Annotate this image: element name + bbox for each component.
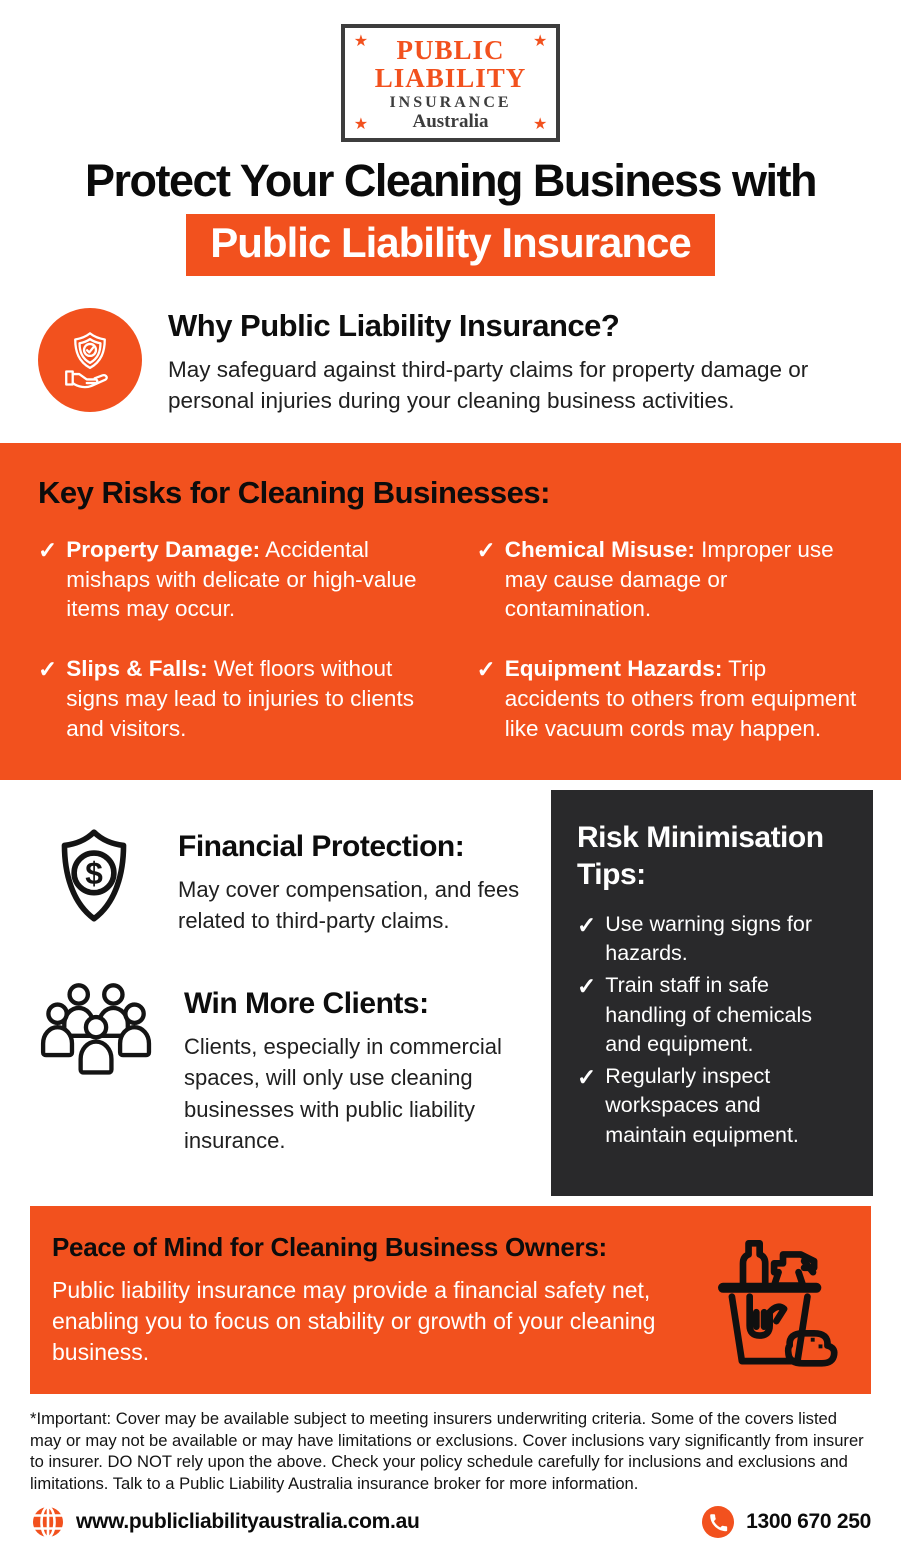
- why-body: May safeguard against third-party claims for property damage or personal injuries during your cleaning business activities.: [168, 356, 809, 414]
- star-icon: ★: [532, 33, 548, 50]
- risk-text: Wet floors without signs may lead to injuries to clients and visitors.: [66, 656, 414, 742]
- check-icon: ✓: [38, 656, 58, 683]
- people-group-icon: [38, 981, 156, 1088]
- phone-link[interactable]: [700, 1504, 871, 1540]
- tip-text: Use warning signs for hazards.: [605, 911, 813, 966]
- tip-item: [577, 971, 847, 1059]
- risk-tips-panel: [551, 790, 873, 1196]
- financial-body: May cover compensation, and fees related to third-party claims.: [178, 877, 520, 934]
- risk-text: Trip accidents to others from equipment like vacuum cords may happen.: [504, 656, 857, 742]
- website-link[interactable]: [30, 1504, 419, 1540]
- check-icon: ✓: [476, 536, 496, 563]
- shield-dollar-icon: [38, 824, 150, 941]
- risk-text: Accidental mishaps with delicate or high-value items may occur.: [66, 536, 417, 622]
- middle-section: [38, 790, 873, 1196]
- risk-item-slips-falls: [38, 654, 425, 744]
- financial-protection-section: [38, 824, 527, 941]
- key-risks-heading: Key Risks for Cleaning Businesses:: [38, 474, 550, 510]
- peace-of-mind-section: [30, 1206, 871, 1394]
- risk-item-property-damage: [38, 535, 425, 625]
- logo-word-insurance: INSURANCE: [389, 94, 512, 112]
- peace-body: Public liability insurance may provide a financial safety net, enabling you to focus on stability or growth of your cleaning business.: [52, 1276, 656, 1366]
- star-icon: ★: [353, 116, 369, 134]
- cleaning-supplies-icon: [689, 1230, 857, 1370]
- why-section: [38, 304, 863, 417]
- page-title: Protect Your Cleaning Business with: [85, 155, 816, 207]
- website-text: www.publicliabilityaustralia.com.au: [76, 1510, 420, 1534]
- risk-label: Equipment Hazards:: [504, 656, 723, 682]
- globe-icon: [30, 1504, 66, 1540]
- risk-text: Improper use may cause damage or contamination.: [504, 536, 834, 622]
- tip-text: Regularly inspect workspaces and maintain equipment.: [605, 1064, 799, 1147]
- check-icon: ✓: [476, 656, 496, 683]
- risk-item-chemical-misuse: [477, 535, 864, 625]
- financial-heading: Financial Protection:: [178, 830, 465, 864]
- why-heading: Why Public Liability Insurance?: [168, 307, 620, 343]
- tips-heading: Risk Minimisation Tips:: [577, 821, 824, 892]
- shield-hand-icon: [38, 308, 142, 412]
- clients-body: Clients, especially in commercial spaces, will only use cleaning businesses with public liability insurance.: [184, 1034, 502, 1153]
- tip-item: [577, 910, 847, 968]
- phone-text: 1300 670 250: [746, 1510, 871, 1534]
- page-title-highlight: Public Liability Insurance: [186, 214, 714, 276]
- clients-heading: Win More Clients:: [184, 987, 429, 1021]
- risk-item-equipment-hazards: [477, 654, 864, 744]
- peace-heading: Peace of Mind for Cleaning Business Owners:: [52, 1231, 607, 1262]
- risk-label: Slips & Falls:: [66, 656, 208, 682]
- logo-word-australia: Australia: [412, 111, 489, 133]
- logo: [0, 24, 901, 142]
- logo-word-liability: LIABILITY: [374, 63, 527, 94]
- phone-icon: [700, 1504, 736, 1540]
- check-icon: ✓: [577, 973, 597, 1000]
- star-icon: ★: [532, 116, 548, 134]
- check-icon: ✓: [577, 911, 597, 938]
- check-icon: ✓: [38, 536, 58, 563]
- win-clients-section: [38, 981, 527, 1156]
- risk-label: Property Damage:: [66, 536, 261, 562]
- footer: [30, 1504, 871, 1540]
- logo-box: [341, 24, 561, 142]
- risk-label: Chemical Misuse:: [504, 536, 695, 562]
- tip-text: Train staff in safe handling of chemicals and equipment.: [605, 973, 813, 1056]
- tip-item: [577, 1062, 847, 1150]
- logo-word-public: PUBLIC: [396, 35, 505, 65]
- star-icon: ★: [353, 33, 369, 50]
- key-risks-section: [0, 443, 901, 781]
- svg-text:$: $: [85, 855, 103, 892]
- disclaimer-text: *Important: Cover may be available subject to meeting insurers underwriting criteria. Some of the covers listed may or may not be available or may have limitations or exclusions. Cover inclusions vary significantly from insurer to insurer. DO NOT rely upon the above. Check your policy schedule carefully for inclusions and exclusions and limitations. Talk to a Public Liability Australia insurance broker for more information.: [30, 1409, 864, 1493]
- check-icon: ✓: [577, 1064, 597, 1091]
